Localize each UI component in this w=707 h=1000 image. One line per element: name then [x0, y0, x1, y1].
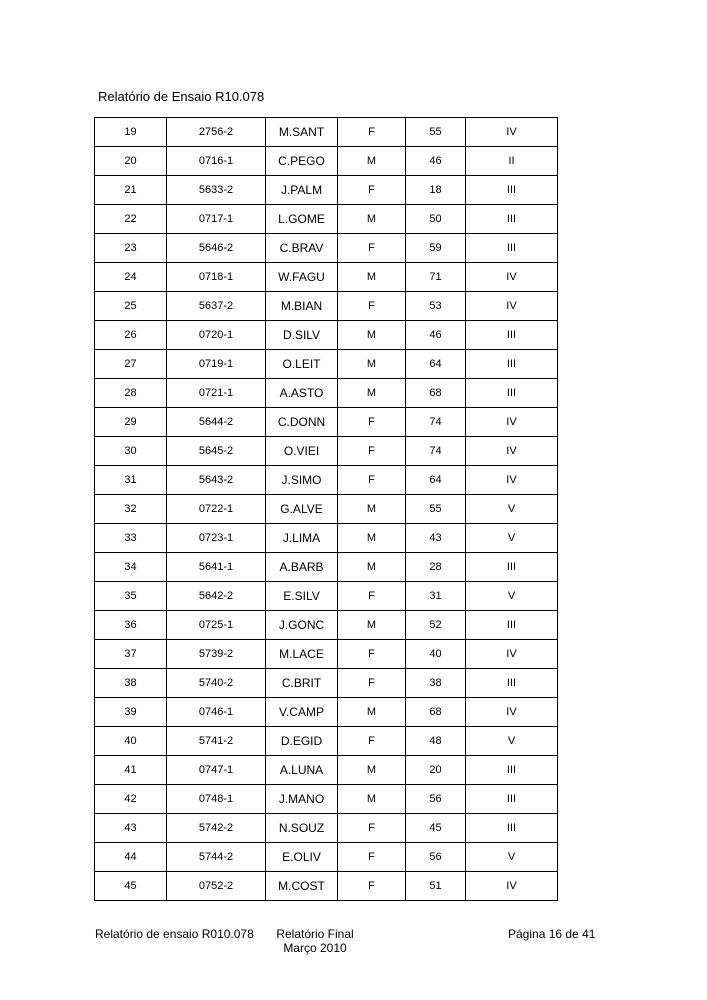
table-cell-subject-name: M.SANT [266, 118, 338, 147]
table-row [95, 437, 558, 466]
table-cell-row-number: 34 [95, 553, 167, 582]
table-cell-row-number: 38 [95, 669, 167, 698]
table-cell-subject-name: J.GONC [266, 611, 338, 640]
table-cell-subject-name: N.SOUZ [266, 814, 338, 843]
table-cell-class: V [466, 495, 558, 524]
table-cell-sex: M [338, 756, 406, 785]
table-cell-class: IV [466, 118, 558, 147]
table-row [95, 727, 558, 756]
table-cell-row-number: 27 [95, 350, 167, 379]
table-cell-sex: M [338, 350, 406, 379]
table-cell-row-number: 41 [95, 756, 167, 785]
table-cell-class: III [466, 756, 558, 785]
table-row [95, 611, 558, 640]
table-cell-age: 53 [406, 292, 466, 321]
table-cell-age: 59 [406, 234, 466, 263]
table-cell-row-number: 40 [95, 727, 167, 756]
table-row [95, 814, 558, 843]
table-cell-class: III [466, 611, 558, 640]
table-cell-subject-name: J.SIMO [266, 466, 338, 495]
page-footer [0, 927, 707, 959]
table-cell-row-number: 35 [95, 582, 167, 611]
table-cell-row-number: 24 [95, 263, 167, 292]
table-row [95, 553, 558, 582]
table-row [95, 524, 558, 553]
table-cell-age: 64 [406, 350, 466, 379]
table-cell-row-number: 26 [95, 321, 167, 350]
table-cell-row-number: 32 [95, 495, 167, 524]
table-cell-sample-code: 0722-1 [167, 495, 266, 524]
table-cell-age: 46 [406, 321, 466, 350]
table-row [95, 756, 558, 785]
table-cell-age: 51 [406, 872, 466, 901]
table-cell-subject-name: J.MANO [266, 785, 338, 814]
table-cell-class: III [466, 669, 558, 698]
table-cell-sex: F [338, 466, 406, 495]
table-cell-sex: F [338, 669, 406, 698]
table-cell-class: V [466, 582, 558, 611]
table-cell-row-number: 44 [95, 843, 167, 872]
table-cell-sample-code: 5739-2 [167, 640, 266, 669]
table-cell-class: IV [466, 408, 558, 437]
table-cell-class: III [466, 785, 558, 814]
table-cell-row-number: 39 [95, 698, 167, 727]
table-cell-age: 45 [406, 814, 466, 843]
table-cell-age: 28 [406, 553, 466, 582]
table-cell-sex: M [338, 379, 406, 408]
table-row [95, 408, 558, 437]
results-table-body [95, 118, 558, 901]
footer-page-number: Página 16 de 41 [508, 927, 596, 941]
table-cell-sample-code: 5641-1 [167, 553, 266, 582]
table-cell-subject-name: M.BIAN [266, 292, 338, 321]
table-cell-subject-name: D.EGID [266, 727, 338, 756]
table-cell-subject-name: M.COST [266, 872, 338, 901]
table-cell-sample-code: 0717-1 [167, 205, 266, 234]
table-cell-class: V [466, 727, 558, 756]
table-cell-sample-code: 5637-2 [167, 292, 266, 321]
table-cell-sex: M [338, 524, 406, 553]
footer-center-block [255, 927, 375, 955]
table-cell-sample-code: 0721-1 [167, 379, 266, 408]
table-cell-subject-name: V.CAMP [266, 698, 338, 727]
table-cell-sex: M [338, 263, 406, 292]
table-cell-subject-name: C.DONN [266, 408, 338, 437]
table-cell-sex: F [338, 727, 406, 756]
table-cell-class: III [466, 553, 558, 582]
table-cell-sex: M [338, 321, 406, 350]
table-cell-subject-name: A.BARB [266, 553, 338, 582]
table-row [95, 350, 558, 379]
table-row [95, 785, 558, 814]
table-cell-age: 40 [406, 640, 466, 669]
table-cell-age: 64 [406, 466, 466, 495]
table-cell-subject-name: A.LUNA [266, 756, 338, 785]
table-cell-age: 74 [406, 408, 466, 437]
table-cell-subject-name: D.SILV [266, 321, 338, 350]
table-cell-sample-code: 5642-2 [167, 582, 266, 611]
table-cell-class: V [466, 524, 558, 553]
table-cell-sex: F [338, 176, 406, 205]
table-cell-sample-code: 5643-2 [167, 466, 266, 495]
table-cell-sample-code: 5741-2 [167, 727, 266, 756]
table-cell-class: V [466, 843, 558, 872]
table-row [95, 466, 558, 495]
table-cell-sample-code: 0716-1 [167, 147, 266, 176]
table-cell-row-number: 30 [95, 437, 167, 466]
table-cell-subject-name: E.SILV [266, 582, 338, 611]
table-cell-subject-name: C.PEGO [266, 147, 338, 176]
table-cell-sample-code: 0748-1 [167, 785, 266, 814]
table-cell-subject-name: J.PALM [266, 176, 338, 205]
table-cell-row-number: 19 [95, 118, 167, 147]
table-cell-class: IV [466, 437, 558, 466]
table-cell-class: IV [466, 466, 558, 495]
table-cell-age: 52 [406, 611, 466, 640]
footer-report-date: Março 2010 [283, 941, 347, 955]
table-cell-class: III [466, 205, 558, 234]
table-cell-subject-name: L.GOME [266, 205, 338, 234]
table-row [95, 379, 558, 408]
table-cell-class: IV [466, 292, 558, 321]
table-cell-subject-name: C.BRIT [266, 669, 338, 698]
table-row [95, 640, 558, 669]
table-cell-age: 48 [406, 727, 466, 756]
table-cell-age: 20 [406, 756, 466, 785]
table-cell-sex: F [338, 814, 406, 843]
table-cell-subject-name: M.LACE [266, 640, 338, 669]
table-cell-sex: F [338, 437, 406, 466]
table-cell-sex: F [338, 408, 406, 437]
table-cell-sample-code: 0752-2 [167, 872, 266, 901]
table-cell-row-number: 37 [95, 640, 167, 669]
table-row [95, 118, 558, 147]
table-cell-row-number: 28 [95, 379, 167, 408]
table-cell-class: IV [466, 640, 558, 669]
table-cell-sample-code: 0719-1 [167, 350, 266, 379]
results-table [94, 117, 558, 901]
table-cell-subject-name: E.OLIV [266, 843, 338, 872]
table-cell-row-number: 25 [95, 292, 167, 321]
table-cell-sex: M [338, 785, 406, 814]
table-cell-class: III [466, 379, 558, 408]
table-cell-sex: F [338, 292, 406, 321]
table-row [95, 321, 558, 350]
table-cell-class: IV [466, 698, 558, 727]
table-cell-sex: F [338, 872, 406, 901]
table-cell-age: 18 [406, 176, 466, 205]
table-cell-sample-code: 5740-2 [167, 669, 266, 698]
table-cell-sex: M [338, 698, 406, 727]
table-cell-sex: M [338, 553, 406, 582]
table-cell-sample-code: 0746-1 [167, 698, 266, 727]
footer-report-id: Relatório de ensaio R010.078 [95, 927, 254, 941]
table-cell-sex: F [338, 118, 406, 147]
table-row [95, 263, 558, 292]
table-cell-row-number: 42 [95, 785, 167, 814]
table-cell-class: III [466, 814, 558, 843]
table-cell-sex: M [338, 611, 406, 640]
table-cell-subject-name: C.BRAV [266, 234, 338, 263]
table-cell-sample-code: 5645-2 [167, 437, 266, 466]
table-cell-subject-name: O.LEIT [266, 350, 338, 379]
table-cell-class: III [466, 176, 558, 205]
table-cell-row-number: 23 [95, 234, 167, 263]
table-cell-sample-code: 5646-2 [167, 234, 266, 263]
table-row [95, 872, 558, 901]
table-cell-age: 46 [406, 147, 466, 176]
table-row [95, 698, 558, 727]
table-row [95, 205, 558, 234]
table-cell-sex: F [338, 843, 406, 872]
table-cell-sample-code: 0725-1 [167, 611, 266, 640]
table-cell-sample-code: 0723-1 [167, 524, 266, 553]
table-cell-sex: M [338, 495, 406, 524]
table-cell-subject-name: O.VIEI [266, 437, 338, 466]
table-cell-age: 68 [406, 698, 466, 727]
footer-report-type: Relatório Final [276, 927, 354, 941]
table-cell-sex: M [338, 205, 406, 234]
table-cell-row-number: 43 [95, 814, 167, 843]
table-cell-sample-code: 5633-2 [167, 176, 266, 205]
table-cell-sample-code: 2756-2 [167, 118, 266, 147]
table-cell-row-number: 29 [95, 408, 167, 437]
table-cell-class: II [466, 147, 558, 176]
table-cell-sample-code: 0718-1 [167, 263, 266, 292]
table-cell-age: 68 [406, 379, 466, 408]
table-cell-sample-code: 5742-2 [167, 814, 266, 843]
table-cell-age: 71 [406, 263, 466, 292]
table-cell-sex: F [338, 582, 406, 611]
table-cell-class: III [466, 350, 558, 379]
table-cell-row-number: 45 [95, 872, 167, 901]
table-row [95, 669, 558, 698]
table-cell-sample-code: 0747-1 [167, 756, 266, 785]
table-cell-class: III [466, 321, 558, 350]
table-cell-row-number: 36 [95, 611, 167, 640]
table-cell-sample-code: 5644-2 [167, 408, 266, 437]
table-cell-sex: F [338, 640, 406, 669]
table-cell-subject-name: J.LIMA [266, 524, 338, 553]
table-cell-subject-name: G.ALVE [266, 495, 338, 524]
table-cell-row-number: 21 [95, 176, 167, 205]
table-cell-subject-name: W.FAGU [266, 263, 338, 292]
table-cell-age: 56 [406, 843, 466, 872]
table-cell-subject-name: A.ASTO [266, 379, 338, 408]
page-title: Relatório de Ensaio R10.078 [98, 89, 265, 104]
table-row [95, 495, 558, 524]
table-cell-row-number: 31 [95, 466, 167, 495]
table-cell-sex: M [338, 147, 406, 176]
table-cell-class: IV [466, 263, 558, 292]
table-cell-age: 38 [406, 669, 466, 698]
table-row [95, 147, 558, 176]
table-cell-age: 74 [406, 437, 466, 466]
table-cell-age: 50 [406, 205, 466, 234]
table-cell-row-number: 33 [95, 524, 167, 553]
table-cell-age: 56 [406, 785, 466, 814]
table-row [95, 292, 558, 321]
table-row [95, 176, 558, 205]
table-cell-age: 43 [406, 524, 466, 553]
table-row [95, 843, 558, 872]
table-cell-row-number: 20 [95, 147, 167, 176]
table-cell-age: 55 [406, 118, 466, 147]
table-row [95, 582, 558, 611]
table-cell-age: 31 [406, 582, 466, 611]
table-cell-class: IV [466, 872, 558, 901]
table-cell-row-number: 22 [95, 205, 167, 234]
table-cell-sex: F [338, 234, 406, 263]
table-row [95, 234, 558, 263]
table-cell-class: III [466, 234, 558, 263]
table-cell-age: 55 [406, 495, 466, 524]
table-cell-sample-code: 5744-2 [167, 843, 266, 872]
table-cell-sample-code: 0720-1 [167, 321, 266, 350]
